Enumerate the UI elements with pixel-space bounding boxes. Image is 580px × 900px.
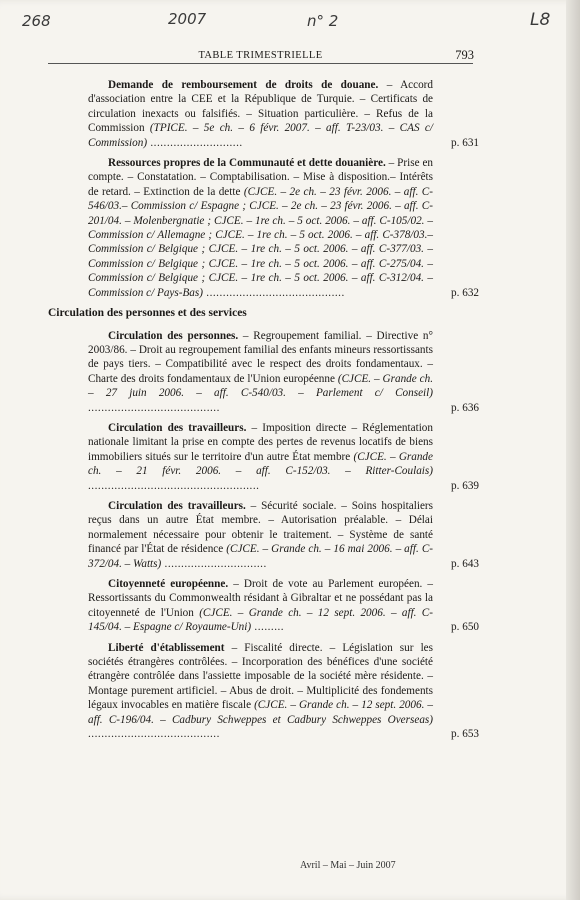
entry-text: – Droit de vote au Parlement européen. – Ressortissants du Commonwealth résidant à Gibraltar et ne possédant pas la citoyenneté de l'Union [88,578,433,619]
section-heading: Circulation des personnes et des services [48,307,247,320]
page-reference: p. 650 [451,621,479,634]
entry-text: – Fiscalité directe. – Législation sur les sociétés étrangères contrôlées. – Incorporation des bénéfices d'une société étrangère contrôlée dans l'assiette imposable de la société mère résidente. – Montage purement artificiel. – Abus de droit. – Multiplicité des fondements légaux invocables en matière fiscale [88,641,433,712]
page-number: 793 [455,48,474,62]
handwritten-note: 268 [22,12,51,30]
index-entry: Circulation des travailleurs. – Sécurité sociale. – Soins hospitaliers reçus dans un autre État membre. – Autorisation préalable. – Délai normalement nécessaire pour obtenir le traitement. – Système de santé financé par l'État de résidence (CJCE. – Grande ch. – 16 mai 2006. – aff. C-372/04. – Watts) ............................... p. 643 [88,499,479,570]
page-reference: p. 632 [451,286,479,299]
entry-text: – Sécurité sociale. – Soins hospitaliers reçus dans un autre État membre. – Autorisation préalable. – Délai normalement nécessaire pour obtenir le traitement. – Système de santé financé par l'État de résidence [88,499,433,556]
entry-citation: (CJCE. – Grande ch. – 21 févr. 2006. – aff. C-152/03. – Ritter-Coulais) [88,450,433,478]
index-entry: Ressources propres de la Communauté et dette douanière. – Prise en compte. – Constatation. – Comptabilisation. – Mise à disposition.– Intérêts de retard. – Extinction de la dette (CJCE. – 2e ch. – 23 févr. 2006. – aff. C-546/03.– Commission c/ Espagne ; CJCE. – 2e ch. – 23 févr. 2006. – aff. C-201/04. – Molenbergnatie ; CJCE. – 1re ch. – 5 oct. 2006. – aff. C-105/02. – Commission c/ Allemagne ; CJCE. – 1re ch. – 5 oct. 2006. – aff. C-378/03.– Commission c/ Belgique ; CJCE. – 1re ch. – 5 oct. 2006. – aff. C-377/03. – Commission c/ Belgique ; CJCE. – 1re ch. – 5 oct. 2006. – aff. C-275/04. – Commission c/ Belgique ; CJCE. – 1re ch. – 5 oct. 2006. – aff. C-312/04. – Commission c/ Pays-Bas) .......................................... p. 632 [88,157,479,299]
entry-citation: (CJCE. – Grande ch. – 12 sept. 2006. – aff. C-145/04. – Espagne c/ Royaume-Uni) [88,606,433,634]
index-content [48,78,479,747]
index-entry: Demande de remboursement de droits de douane. – Accord d'association entre la CEE et la République de Turquie. – Certificats de circulation inexacts ou falsifiés. – Situation particulière. – Refus de la Commission (TPICE. – 5e ch. – 6 févr. 2007. – aff. T-23/03. – CAS c/ Commission) ............................ p. 631 [88,79,479,149]
page-reference: p. 631 [451,136,479,149]
entry-title: Circulation des travailleurs. [108,421,247,434]
page-reference: p. 636 [451,401,479,414]
handwritten-note: L8 [530,10,551,30]
handwritten-note: 2007 [168,10,207,28]
entry-citation: (CJCE. – Grande ch. – 27 juin 2006. – aff. C-540/03. – Parlement c/ Conseil) [88,372,433,400]
entry-text: – Accord d'association entre la CEE et la République de Turquie. – Certificats de circulation inexacts ou falsifiés. – Situation particulière. – Refus de la Commission [88,79,433,135]
entry-title: Circulation des personnes. [108,329,239,342]
entry-title: Ressources propres de la Communauté et dette douanière. [108,157,386,170]
entry-text: – Prise en compte. – Constatation. – Comptabilisation. – Mise à disposition.– Intérêts de retard. – Extinction de la dette [88,157,433,198]
running-head: TABLE TRIMESTRIELLE [48,50,473,64]
handwritten-note: n° 2 [307,12,339,30]
page-reference: p. 653 [451,728,479,741]
entry-citation: (TPICE. – 5e ch. – 6 févr. 2007. – aff. T-23/03. – CAS c/ Commission) [88,122,433,149]
entry-citation: (CJCE. – Grande ch. – 12 sept. 2006. – aff. C-196/04. – Cadbury Schweppes et Cadbury Schweppes Overseas) [88,699,433,726]
entry-title: Circulation des travailleurs. [108,499,246,512]
entry-title: Citoyenneté européenne. [108,578,229,590]
entry-citation: (CJCE. – Grande ch. – 16 mai 2006. – aff. C-372/04. – Watts) [88,543,434,570]
page-reference: p. 639 [451,479,479,492]
handwritten-annotations [0,10,580,40]
entry-text: – Regroupement familial. – Directive n° 2003/86. – Droit au regroupement familial des enfants mineurs ressortissants de pays tiers. – Compatibilité avec le respect des droits fondamentaux. – Charte des droits fondamentaux de l'Union européenne [88,329,433,385]
page-reference: p. 643 [451,557,479,570]
page-edge [566,0,580,900]
index-entry: Citoyenneté européenne. – Droit de vote au Parlement européen. – Ressortissants du Commonwealth résidant à Gibraltar et ne possédant pas la citoyenneté de l'Union (CJCE. – Grande ch. – 12 sept. 2006. – aff. C-145/04. – Espagne c/ Royaume-Uni) ......... p. 650 [88,578,479,634]
index-entry: Circulation des personnes. – Regroupement familial. – Directive n° 2003/86. – Droit au regroupement familial des enfants mineurs ressortissants de pays tiers. – Compatibilité avec le respect des droits fondamentaux. – Charte des droits fondamentaux de l'Union européenne (CJCE. – Grande ch. – 27 juin 2006. – aff. C-540/03. – Parlement c/ Conseil) ........................................ p. 636 [88,329,479,414]
entry-title: Liberté d'établissement [108,641,225,654]
page-footer: Avril – Mai – Juin 2007 [300,860,396,871]
index-entry: Liberté d'établissement – Fiscalité directe. – Législation sur les sociétés étrangères contrôlées. – Incorporation des bénéfices d'une société étrangère contrôlée dans l'assiette imposable de la société mère résidente. – Montage purement artificiel. – Abus de droit. – Multiplicité des fondements légaux invocables en matière fiscale (CJCE. – Grande ch. – 12 sept. 2006. – aff. C-196/04. – Cadbury Schweppes et Cadbury Schweppes Overseas) ........................................ p. 653 [88,641,479,741]
index-entry: Circulation des travailleurs. – Imposition directe – Réglementation nationale limitant la prise en compte des pertes de revenus locatifs de biens immobiliers situés sur le territoire d'un autre État membre (CJCE. – Grande ch. – 21 févr. 2006. – aff. C-152/03. – Ritter-Coulais) .................................................... p. 639 [88,421,479,492]
entry-text: – Imposition directe – Réglementation nationale limitant la prise en compte des pertes de revenus locatifs de biens immobiliers situés sur le territoire d'un autre État membre [88,421,433,463]
entry-citation: (CJCE. – 2e ch. – 23 févr. 2006. – aff. C-546/03.– Commission c/ Espagne ; CJCE. – 2e ch. – 23 févr. 2006. – aff. C-201/04. – Molenbergnatie ; CJCE. – 1re ch. – 5 oct. 2006. – aff. C-105/02. – Commission c/ Allemagne ; CJCE. – 1re ch. – 5 oct. 2006. – aff. C-378/03.– Commission c/ Belgique ; CJCE. – 1re ch. – 5 oct. 2006. – aff. C-377/03. – Commission c/ Belgique ; CJCE. – 1re ch. – 5 oct. 2006. – aff. C-275/04. – Commission c/ Belgique ; CJCE. – 1re ch. – 5 oct. 2006. – aff. C-312/04. – Commission c/ Pays-Bas) [88,185,433,299]
entry-title: Demande de remboursement de droits de douane. [108,79,379,91]
